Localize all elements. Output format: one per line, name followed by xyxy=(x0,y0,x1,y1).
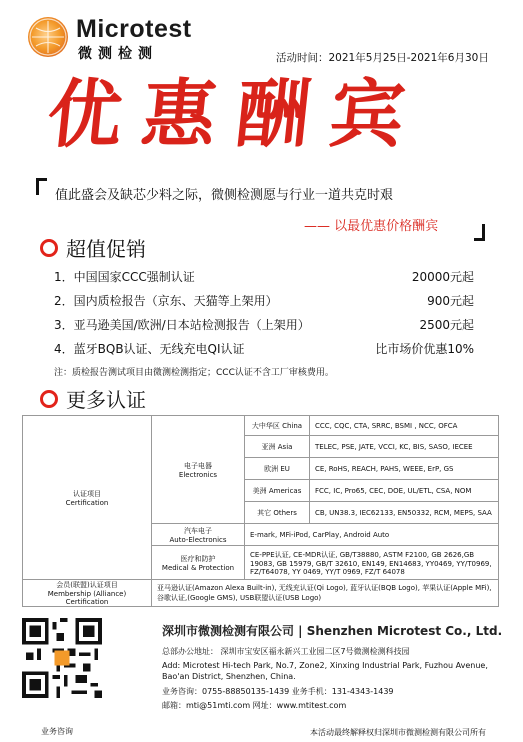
region-name: 亚洲 Asia xyxy=(245,436,310,458)
medical-en: Medical & Protection xyxy=(161,563,235,572)
promo-title-text: 超值促销 xyxy=(66,237,146,261)
electronics-en: Electronics xyxy=(178,470,218,479)
medical-cell xyxy=(152,546,245,580)
hero-title: 优惠酬宾 xyxy=(43,72,429,158)
disclaimer: 本活动最终解释权归深圳市微测检测有限公司所有 xyxy=(310,728,486,737)
cert-label-en: Certification xyxy=(65,498,109,507)
promo-item-price: 900元起 xyxy=(427,294,474,308)
membership-cell xyxy=(23,580,152,607)
more-title-text: 更多认证 xyxy=(66,388,146,412)
promo-item xyxy=(54,268,474,285)
region-certs: CB, UN38.3, IEC62133, EN50332, RCM, MEPS, SAA xyxy=(310,502,499,524)
company-name: 深圳市微测检测有限公司 | Shenzhen Microtest Co., Ltd. xyxy=(162,624,503,638)
quote-bracket-left xyxy=(36,178,47,195)
event-period: 活动时间：2021年5月25日-2021年6月30日 xyxy=(276,52,489,64)
region-name: 大中华区 China xyxy=(245,416,310,436)
region-name: 其它 Others xyxy=(245,502,310,524)
intro-text: 值此盛会及缺芯少料之际，微侧检测愿与行业一道共克时艰 xyxy=(55,188,394,203)
promo-item xyxy=(54,316,474,333)
membership-certs: 亚马逊认证(Amazon Alexa Built-in), 无线充认证(Qi Logo), 蓝牙认证(BQB Logo), 苹果认证(Apple MFi), 谷歌认证,(Google GMS), USB联盟认证(USB Logo) xyxy=(152,580,499,607)
promo-note: 注：质检报告测试项目由微测检测指定；CCC认证不含工厂审核费用。 xyxy=(54,368,334,378)
circle-bullet-icon xyxy=(40,390,58,408)
promo-item-price: 20000元起 xyxy=(411,270,474,284)
region-certs: TELEC, PSE, JATE, VCCI, KC, BIS, SASO, IECEE xyxy=(310,436,499,458)
promo-item xyxy=(54,340,474,357)
qr-code-icon xyxy=(22,618,102,698)
contact-phone: 业务咨询：0755-88850135-1439 业务手机：131-4343-1439 xyxy=(162,687,394,696)
auto-cell xyxy=(152,524,245,546)
region-certs: FCC, IC, Pro65, CEC, DOE, UL/ETL, CSA, NOM xyxy=(310,480,499,502)
region-certs: CE, RoHS, REACH, PAHS, WEEE, ErP, GS xyxy=(310,458,499,480)
cert-label-cell xyxy=(23,416,152,580)
electronics-cell xyxy=(152,416,245,524)
auto-certs: E-mark, MFi-iPod, CarPlay, Android Auto xyxy=(245,524,499,546)
promo-item-price: 2500元起 xyxy=(419,318,474,332)
membership-cn: 会员(联盟)认证项目 xyxy=(56,581,118,589)
promo-item-name: 3．亚马逊美国/欧洲/日本站检测报告（上架用） xyxy=(54,318,310,332)
region-name: 欧洲 EU xyxy=(245,458,310,480)
circle-bullet-icon xyxy=(40,239,58,257)
cert-label-cn: 认证项目 xyxy=(73,489,101,498)
slogan: —— 以最优惠价格酬宾 xyxy=(304,219,439,234)
promo-item-name: 4．蓝牙BQB认证、无线充电QI认证 xyxy=(54,342,245,356)
brand-name-cn: 微测检测 xyxy=(78,46,158,62)
more-section-title xyxy=(40,384,146,413)
contact-email: 邮箱：mti@51mti.com 网址：www.mtitest.com xyxy=(162,701,347,710)
membership-en: Membership (Alliance) Certification xyxy=(47,590,127,606)
promo-item-name: 2．国内质检报告（京东、天猫等上架用） xyxy=(54,294,278,308)
promo-item xyxy=(54,292,474,309)
address-en: Add: Microtest Hi-tech Park, No.7, Zone2, Xinxing Industrial Park, Fuzhou Avenue, Bao'an District, Shenzhen, China. xyxy=(162,661,488,681)
region-certs: CCC, CQC, CTA, SRRC, BSMI , NCC, OFCA xyxy=(310,416,499,436)
medical-cn: 医疗和防护 xyxy=(180,554,216,563)
certification-table xyxy=(22,415,499,607)
auto-cn: 汽车电子 xyxy=(184,526,212,535)
hq-address: 总部办公地址： 深圳市宝安区福永新兴工业园二区7号微测检测科技园 xyxy=(162,647,410,656)
promo-section-title xyxy=(40,233,146,262)
qr-caption: 业务咨询 xyxy=(41,727,73,736)
promo-item-price: 比市场价优惠10% xyxy=(375,342,474,356)
region-name: 美洲 Americas xyxy=(245,480,310,502)
microtest-logo-icon xyxy=(28,17,68,57)
medical-certs: CE-PPE认证, CE-MDR认证, GB/T38880, ASTM F2100, GB 2626,GB 19083, GB 15979, GB/T 32610, EN149, EN14683, YY0469, YY/T0969, FZ/T64078, YY 0469, YY/T 0969, FZ/T 64078 xyxy=(245,546,499,580)
electronics-cn: 电子电器 xyxy=(184,461,212,470)
promo-item-name: 1．中国国家CCC强制认证 xyxy=(54,270,195,284)
brand-name: Microtest xyxy=(76,15,192,43)
auto-en: Auto-Electronics xyxy=(169,535,227,544)
quote-bracket-right xyxy=(474,224,485,241)
